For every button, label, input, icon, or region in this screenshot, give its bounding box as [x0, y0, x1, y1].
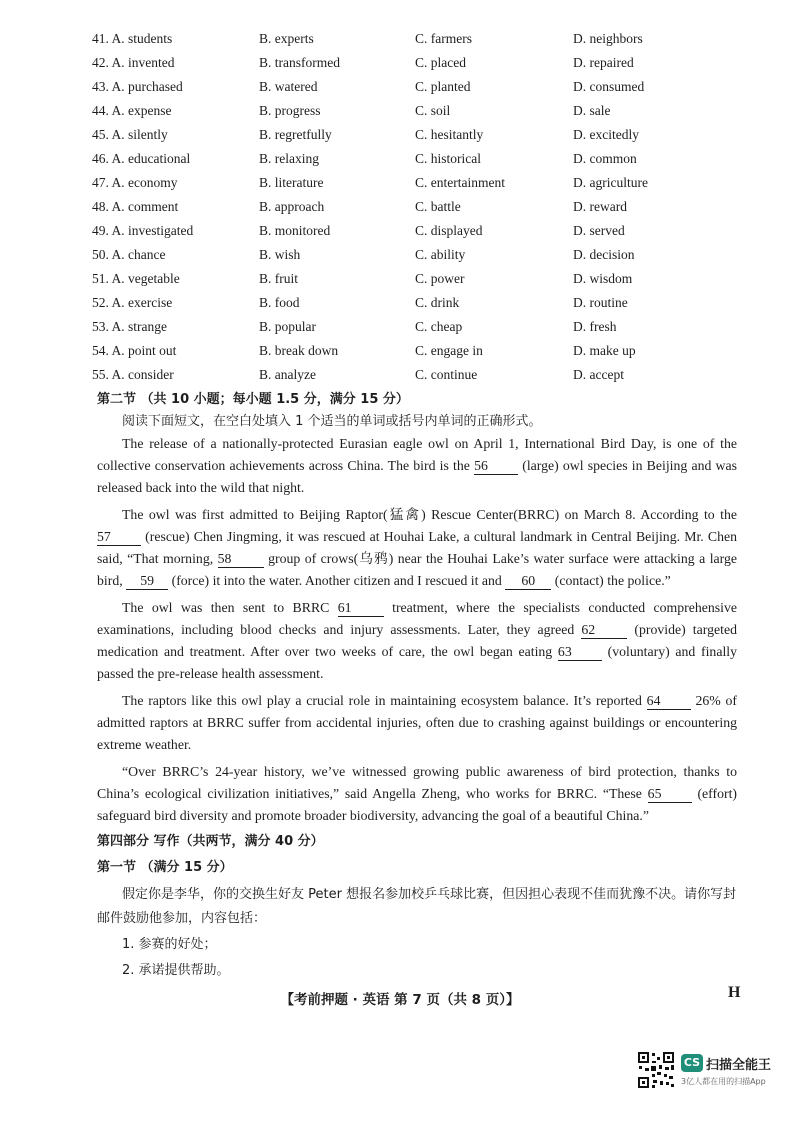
- passage-text: China’s ecological civilization initiatives,” said Angella Zheng, who works for BRRC. “These: [97, 786, 642, 801]
- option-row: [0, 243, 800, 267]
- option-c: C. ability: [415, 247, 466, 262]
- writing-prompt-line: 邮件鼓励他参加，内容包括：: [97, 911, 267, 926]
- blank-57: 57: [97, 529, 141, 546]
- passage-line: passed the pre-release health assessment.: [97, 666, 324, 681]
- option-c: C. historical: [415, 151, 481, 166]
- blank-60: 60: [505, 573, 551, 590]
- passage-text: The raptors like this owl play a crucial role in maintaining ecosystem balance. It’s reported: [122, 693, 642, 708]
- option-a: 55. A. consider: [92, 367, 174, 382]
- option-d: D. common: [573, 151, 637, 166]
- qr-code-icon: [637, 1051, 675, 1089]
- passage-line: [122, 690, 737, 712]
- passage-line: [97, 455, 737, 477]
- option-a: 43. A. purchased: [92, 79, 183, 94]
- passage-line: safeguard bird diversity and promote broader biodiversity, advancing the goal of a beautiful China.”: [97, 808, 649, 823]
- passage-line: [97, 570, 737, 592]
- option-row: [0, 27, 800, 51]
- option-a: 50. A. chance: [92, 247, 166, 262]
- passage-text: treatment, where the specialists conducted comprehensive: [392, 600, 737, 615]
- option-d: D. sale: [573, 103, 611, 118]
- passage-line: [97, 619, 737, 641]
- passage-text: The owl was then sent to BRRC: [122, 600, 330, 615]
- option-d: D. repaired: [573, 55, 634, 70]
- option-d: D. neighbors: [573, 31, 643, 46]
- option-row: [0, 75, 800, 99]
- scanner-app-slogan: 3亿人都在用的扫描App: [681, 1077, 766, 1086]
- passage-text: (effort): [697, 786, 738, 801]
- option-d: D. served: [573, 223, 625, 238]
- passage-line: The owl was first admitted to Beijing Raptor(猛禽) Rescue Center(BRRC) on March 8. According to the: [122, 507, 737, 522]
- option-c: C. planted: [415, 79, 471, 94]
- passage-line: released back into the wild that night.: [97, 480, 305, 495]
- option-c: C. power: [415, 271, 465, 286]
- option-row: [0, 147, 800, 171]
- option-a: 53. A. strange: [92, 319, 167, 334]
- option-row: [0, 123, 800, 147]
- option-a: 42. A. invented: [92, 55, 175, 70]
- option-row: [0, 315, 800, 339]
- option-a: 41. A. students: [92, 31, 173, 46]
- option-row: [0, 363, 800, 387]
- option-row: [0, 51, 800, 75]
- passage-text: bird,: [97, 573, 123, 588]
- option-c: C. displayed: [415, 223, 483, 238]
- option-b: B. experts: [259, 31, 314, 46]
- passage-line: [97, 783, 737, 805]
- passage-text: examinations, including blood checks and injury assessments. Later, they agreed: [97, 622, 575, 637]
- option-c: C. continue: [415, 367, 478, 382]
- scanner-app-name: 扫描全能王: [706, 1058, 772, 1073]
- option-b: B. progress: [259, 103, 321, 118]
- option-d: D. make up: [573, 343, 636, 358]
- option-b: B. monitored: [259, 223, 331, 238]
- option-b: B. fruit: [259, 271, 298, 286]
- option-c: C. placed: [415, 55, 466, 70]
- option-a: 52. A. exercise: [92, 295, 173, 310]
- option-b: B. literature: [259, 175, 324, 190]
- option-row: [0, 267, 800, 291]
- writing-point-2: 2. 承诺提供帮助。: [122, 963, 230, 978]
- option-a: 54. A. point out: [92, 343, 177, 358]
- blank-63: 63: [558, 644, 602, 661]
- blank-61: 61: [338, 600, 384, 617]
- option-a: 45. A. silently: [92, 127, 168, 142]
- option-d: D. reward: [573, 199, 627, 214]
- option-b: B. wish: [259, 247, 301, 262]
- passage-line: extreme weather.: [97, 737, 192, 752]
- blank-62: 62: [581, 622, 627, 639]
- option-row: [0, 171, 800, 195]
- option-d: D. excitedly: [573, 127, 639, 142]
- passage-line: [122, 597, 737, 619]
- blank-58: 58: [218, 551, 264, 568]
- option-c: C. drink: [415, 295, 460, 310]
- option-a: 47. A. economy: [92, 175, 178, 190]
- camscanner-logo-icon: CS: [681, 1054, 703, 1072]
- option-d: D. accept: [573, 367, 624, 382]
- passage-text: (provide) targeted: [634, 622, 737, 637]
- option-c: C. hesitantly: [415, 127, 484, 142]
- blank-59: 59: [126, 573, 168, 590]
- option-d: D. fresh: [573, 319, 617, 334]
- option-a: 51. A. vegetable: [92, 271, 180, 286]
- option-c: C. cheap: [415, 319, 463, 334]
- option-d: D. consumed: [573, 79, 645, 94]
- passage-line: admitted raptors at BRRC suffer from accidental injuries, often due to crashing against buildings or encountering: [97, 715, 737, 730]
- paper-version-code: H: [728, 984, 741, 1001]
- passage-line: [97, 526, 737, 548]
- passage-text: group of crows(乌鸦) near the Houhai Lake’s water surface were attacking a large: [268, 551, 738, 566]
- option-b: B. break down: [259, 343, 339, 358]
- option-row: [0, 195, 800, 219]
- passage-text: said, “That morning,: [97, 551, 214, 566]
- option-c: C. engage in: [415, 343, 483, 358]
- option-a: 49. A. investigated: [92, 223, 194, 238]
- page-footer: 【考前押题 · 英语 第 7 页（共 8 页）】: [280, 992, 520, 1008]
- blank-64: 64: [647, 693, 691, 710]
- passage-text: medication and treatment. After over two weeks of care, the owl began eating: [97, 644, 553, 659]
- option-b: B. regretfully: [259, 127, 332, 142]
- option-b: B. analyze: [259, 367, 316, 382]
- option-a: 44. A. expense: [92, 103, 172, 118]
- part-4-section-1-heading: 第一节 （满分 15 分）: [97, 860, 233, 875]
- option-d: D. agriculture: [573, 175, 648, 190]
- option-a: 46. A. educational: [92, 151, 191, 166]
- passage-text: (large) owl species in Beijing and was: [522, 458, 737, 473]
- option-a: 48. A. comment: [92, 199, 179, 214]
- passage-line: [97, 641, 737, 663]
- section-2-instruction: 阅读下面短文，在空白处填入 1 个适当的单词或括号内单词的正确形式。: [122, 414, 542, 429]
- passage-text: collective conservation achievements across China. The bird is the: [97, 458, 470, 473]
- passage-text: (contact) the police.”: [554, 573, 671, 588]
- writing-point-1: 1. 参赛的好处；: [122, 937, 217, 952]
- part-4-heading: 第四部分 写作（共两节，满分 40 分）: [97, 834, 324, 849]
- writing-prompt-line: 假定你是李华，你的交换生好友 Peter 想报名参加校乒乓球比赛，但因担心表现不佳而犹豫不决。请你写封: [122, 887, 737, 902]
- option-row: [0, 291, 800, 315]
- passage-text: (voluntary) and finally: [607, 644, 738, 659]
- option-d: D. decision: [573, 247, 635, 262]
- option-c: C. soil: [415, 103, 451, 118]
- option-d: D. wisdom: [573, 271, 633, 286]
- option-row: [0, 219, 800, 243]
- passage-text: (rescue) Chen Jingming, it was rescued at Houhai Lake, a cultural landmark in Central Beijing. Mr. Chen: [145, 529, 737, 544]
- option-d: D. routine: [573, 295, 628, 310]
- option-row: [0, 99, 800, 123]
- option-c: C. battle: [415, 199, 461, 214]
- passage-text: (force) it into the water. Another citizen and I rescued it and: [171, 573, 502, 588]
- option-c: C. farmers: [415, 31, 472, 46]
- passage-line: “Over BRRC’s 24-year history, we’ve witnessed growing public awareness of bird protection, thanks to: [122, 764, 737, 779]
- option-b: B. popular: [259, 319, 316, 334]
- passage-line: The release of a nationally-protected Eurasian eagle owl on April 1, International Bird Day, is one of the: [122, 436, 737, 451]
- option-c: C. entertainment: [415, 175, 505, 190]
- blank-56: 56: [474, 458, 518, 475]
- option-b: B. watered: [259, 79, 318, 94]
- passage-text: 26% of: [695, 693, 737, 708]
- option-b: B. transformed: [259, 55, 340, 70]
- option-b: B. approach: [259, 199, 325, 214]
- passage-line: [97, 548, 737, 570]
- option-b: B. food: [259, 295, 300, 310]
- blank-65: 65: [648, 786, 692, 803]
- option-b: B. relaxing: [259, 151, 319, 166]
- section-2-heading: 第二节 （共 10 小题；每小题 1.5 分，满分 15 分）: [97, 392, 409, 407]
- option-row: [0, 339, 800, 363]
